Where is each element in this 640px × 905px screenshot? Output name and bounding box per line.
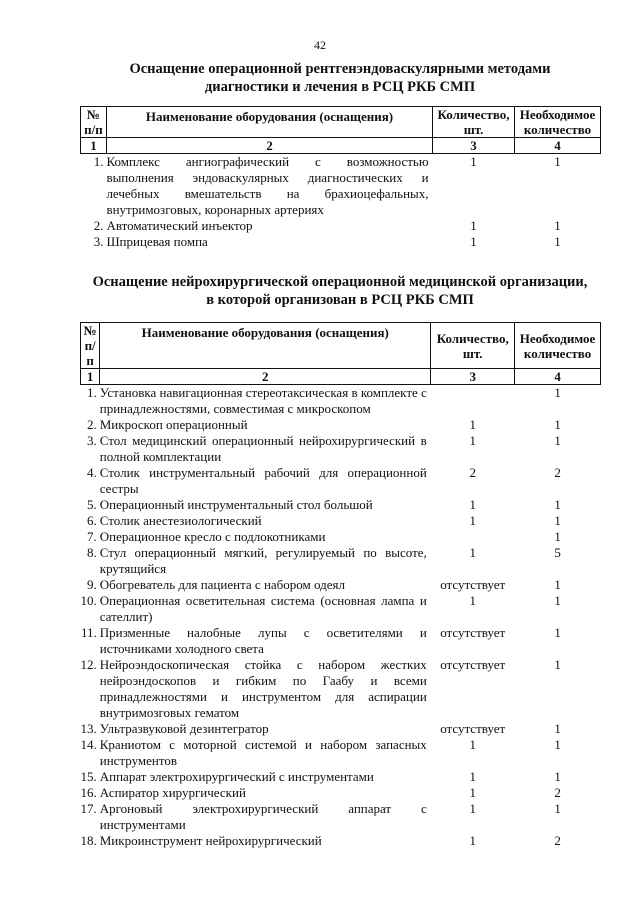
- required-quantity: 2: [554, 833, 561, 848]
- column-number: 1: [81, 138, 107, 154]
- row-number: 16.: [80, 785, 97, 800]
- row-number: 3.: [93, 234, 104, 249]
- row-number: 7.: [87, 529, 97, 544]
- required-quantity: 1: [554, 154, 561, 169]
- equipment-name: Аппарат электрохирургический с инструментами: [99, 769, 374, 784]
- row-number: 5.: [87, 497, 97, 512]
- row-number: 11.: [80, 625, 97, 640]
- equipment-name: Микроинструмент нейрохирургический: [99, 833, 322, 848]
- quantity: 1: [469, 433, 476, 448]
- required-quantity: 1: [554, 497, 561, 512]
- equipment-name: Операционная осветительная система (основная лампа и сателлит): [99, 593, 427, 624]
- required-quantity: 1: [554, 513, 561, 528]
- row-number: 13.: [80, 721, 97, 736]
- header-num: [81, 107, 107, 138]
- required-quantity: 1: [554, 417, 561, 432]
- header-num-line2: п/п: [84, 338, 96, 368]
- section2-title-line2: в которой организован в РСЦ РКБ СМП: [206, 292, 474, 308]
- equipment-name: Стол медицинский операционный нейрохирургический в полной комплектации: [99, 433, 427, 464]
- header-need-line2: количество: [523, 345, 592, 361]
- equipment-name: Установка навигационная стереотаксическая в комплекте с принадлежностями, совместимая с микроскопом: [99, 385, 427, 416]
- equipment-name: Аспиратор хирургический: [99, 785, 246, 800]
- equipment-name: Комплекс ангиографический с возможностью выполнения эндоваскулярных диагностических и лечебных вмешательств на брахиоцефальных, внутримозговых, коронарных артериях: [106, 154, 429, 217]
- header-name: Наименование оборудования (оснащения): [106, 107, 432, 138]
- table-row: [81, 785, 601, 801]
- quantity: 1: [469, 545, 476, 560]
- row-number: 15.: [80, 769, 97, 784]
- equipment-name: Краниотом с моторной системой и набором запасных инструментов: [99, 737, 427, 768]
- table-row: [81, 529, 601, 545]
- required-quantity: 2: [554, 465, 561, 480]
- quantity: отсутствует: [440, 657, 506, 672]
- row-number: 1.: [93, 154, 104, 169]
- header-qty-line1: Количество,: [437, 107, 510, 122]
- quantity: отсутствует: [440, 625, 506, 640]
- header-qty-line1: Количество,: [436, 330, 509, 346]
- equipment-name: Нейроэндоскопическая стойка с набором жестких нейроэндоскопов и гибким по Гаабу и всеми принадлежностями и инструментом для аспирации внутримозговых гематом: [99, 657, 427, 720]
- required-quantity: 1: [554, 801, 561, 816]
- table-row: [81, 234, 601, 250]
- table-row: [81, 721, 601, 737]
- equipment-name: Призменные налобные лупы с осветителями и источниками холодного света: [99, 625, 427, 656]
- quantity: 1: [469, 785, 476, 800]
- table-row: [81, 545, 601, 577]
- table-row: [81, 737, 601, 769]
- quantity: 1: [469, 513, 476, 528]
- table-row: [81, 154, 601, 219]
- section1-title: [80, 60, 600, 96]
- row-number: 4.: [87, 465, 97, 480]
- table-row: [81, 593, 601, 625]
- page-number: 42: [314, 38, 326, 52]
- section2-equipment-table: [80, 322, 601, 849]
- quantity: 1: [469, 417, 476, 432]
- quantity: [431, 385, 515, 418]
- quantity: 1: [469, 801, 476, 816]
- table-row: [81, 417, 601, 433]
- required-quantity: 1: [554, 577, 561, 592]
- table-header-row: [81, 323, 601, 369]
- required-quantity: 5: [554, 545, 561, 560]
- row-number: 2.: [87, 417, 97, 432]
- quantity: [431, 529, 515, 545]
- table-row: [81, 801, 601, 833]
- required-quantity: 1: [554, 234, 561, 249]
- row-number: 10.: [80, 593, 97, 608]
- required-quantity: 1: [554, 657, 561, 672]
- row-number: 8.: [87, 545, 97, 560]
- required-quantity: 1: [554, 385, 561, 400]
- required-quantity: 1: [554, 593, 561, 608]
- quantity: отсутствует: [440, 721, 506, 736]
- table-row: [81, 218, 601, 234]
- column-number: 3: [433, 138, 515, 154]
- header-need-line1: Необходимое: [519, 107, 596, 122]
- header-qty: [431, 323, 515, 369]
- header-need: [515, 323, 601, 369]
- table-row: [81, 577, 601, 593]
- quantity: 1: [469, 593, 476, 608]
- table-row: [81, 513, 601, 529]
- equipment-name: Автоматический инъектор: [106, 218, 253, 233]
- row-number: 17.: [80, 801, 97, 816]
- table-row: [81, 433, 601, 465]
- header-num-line2: п/п: [84, 122, 103, 137]
- required-quantity: 1: [554, 737, 561, 752]
- header-need-line2: количество: [523, 122, 592, 137]
- equipment-name: Обогреватель для пациента с набором одеял: [99, 577, 345, 592]
- row-number: 1.: [87, 385, 97, 400]
- equipment-name: Шприцевая помпа: [106, 234, 208, 249]
- section2-title: [70, 273, 610, 309]
- column-number: 2: [100, 369, 431, 385]
- table-row: [81, 657, 601, 721]
- equipment-name: Стул операционный мягкий, регулируемый по высоте, крутящийся: [99, 545, 427, 576]
- required-quantity: 1: [554, 218, 561, 233]
- table-row: [81, 833, 601, 849]
- header-need-line1: Необходимое: [519, 330, 596, 346]
- column-number: 2: [106, 138, 432, 154]
- required-quantity: 2: [554, 785, 561, 800]
- quantity: 1: [469, 833, 476, 848]
- header-need: [515, 107, 601, 138]
- header-qty-line2: шт.: [463, 122, 484, 137]
- section1-title-line1: Оснащение операционной рентгенэндоваскулярными методами: [129, 61, 551, 77]
- equipment-name: Ультразвуковой дезинтегратор: [99, 721, 269, 736]
- required-quantity: 1: [554, 625, 561, 640]
- column-number: 3: [431, 369, 515, 385]
- column-numbers-row: [81, 369, 601, 385]
- row-number: 3.: [87, 433, 97, 448]
- column-number: 4: [515, 369, 601, 385]
- required-quantity: 1: [554, 721, 561, 736]
- quantity: 1: [470, 154, 477, 169]
- equipment-name: Операционное кресло с подлокотниками: [99, 529, 326, 544]
- column-number: 1: [81, 369, 100, 385]
- equipment-name: Аргоновый электрохирургический аппарат с инструментами: [99, 801, 427, 832]
- table-header-row: [81, 107, 601, 138]
- section1-title-line2: диагностики и лечения в РСЦ РКБ СМП: [204, 79, 476, 95]
- section1-rows: [81, 154, 601, 251]
- required-quantity: 1: [554, 529, 561, 544]
- header-qty: [433, 107, 515, 138]
- quantity: 1: [469, 769, 476, 784]
- quantity: 2: [469, 465, 476, 480]
- equipment-name: Столик анестезиологический: [99, 513, 262, 528]
- column-numbers-row: [81, 138, 601, 154]
- row-number: 2.: [93, 218, 104, 233]
- equipment-name: Микроскоп операционный: [99, 417, 248, 432]
- table-row: [81, 625, 601, 657]
- table-row: [81, 385, 601, 418]
- row-number: 18.: [80, 833, 97, 848]
- header-num: [81, 323, 100, 369]
- row-number: 12.: [80, 657, 97, 672]
- section2-title-line1: Оснащение нейрохирургической операционной медицинской организации,: [92, 274, 588, 290]
- equipment-name: Столик инструментальный рабочий для операционной сестры: [99, 465, 427, 496]
- quantity: 1: [470, 234, 477, 249]
- equipment-name: Операционный инструментальный стол большой: [99, 497, 373, 512]
- header-num-line1: №: [83, 323, 97, 338]
- row-number: 14.: [80, 737, 97, 752]
- table-row: [81, 465, 601, 497]
- header-num-line1: №: [86, 107, 100, 122]
- table-row: [81, 769, 601, 785]
- quantity: 1: [470, 218, 477, 233]
- header-name: Наименование оборудования (оснащения): [100, 323, 431, 369]
- quantity: 1: [469, 497, 476, 512]
- row-number: 6.: [87, 513, 97, 528]
- table-row: [81, 497, 601, 513]
- header-qty-line2: шт.: [462, 345, 483, 361]
- row-number: 9.: [87, 577, 97, 592]
- section1-equipment-table: [80, 106, 601, 250]
- quantity: 1: [469, 737, 476, 752]
- quantity: отсутствует: [440, 577, 506, 592]
- section2-rows: [81, 385, 601, 850]
- required-quantity: 1: [554, 433, 561, 448]
- column-number: 4: [515, 138, 601, 154]
- required-quantity: 1: [554, 769, 561, 784]
